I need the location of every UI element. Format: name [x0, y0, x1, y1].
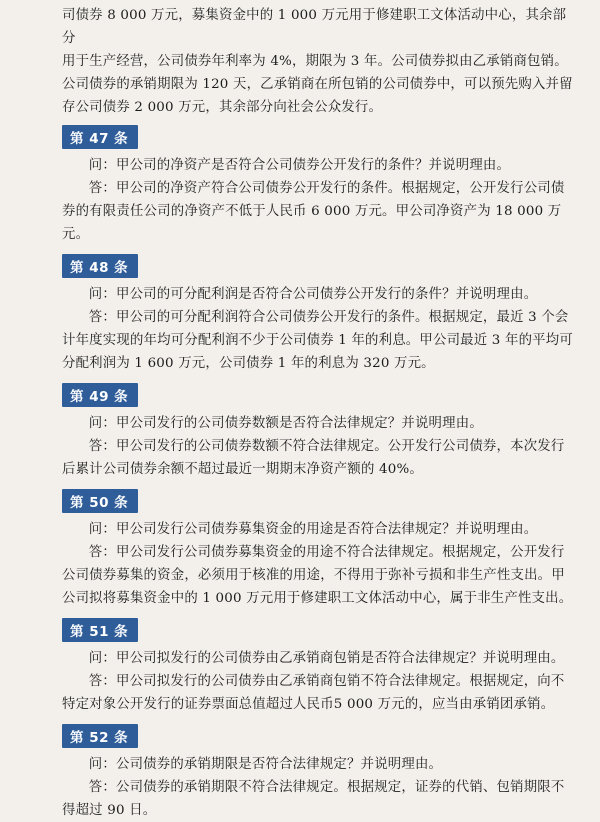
- answer-text: 答：甲公司的可分配利润符合公司债券公开发行的条件。根据规定，最近 3 个会计年度实现的年均可分配利润不少于公司债券 1 年的利息。甲公司最近 3 年的平均可分配利润为 1 600 万元，公司债券 1 年的利息为 320 万元。: [62, 310, 573, 371]
- question-text: 问：甲公司的净资产是否符合公司债券公开发行的条件？并说明理由。: [88, 158, 511, 173]
- section-47: [62, 119, 574, 246]
- intro-line: 司债券 8 000 万元，募集资金中的 1 000 万元用于修建职工文体活动中心，其余部分: [62, 8, 567, 46]
- section-49: [62, 377, 574, 481]
- question-text: 问：公司债券的承销期限是否符合法律规定？并说明理由。: [88, 757, 443, 772]
- section-52: [62, 718, 574, 822]
- section-48: [62, 248, 574, 375]
- question-text: 问：甲公司发行公司债券募集资金的用途是否符合法律规定？并说明理由。: [88, 522, 538, 537]
- question-text: 问：甲公司拟发行的公司债券由乙承销商包销是否符合法律规定？并说明理由。: [88, 651, 565, 666]
- article-tag: 第 51 条: [62, 618, 138, 642]
- question-text: 问：甲公司的可分配利润是否符合公司债券公开发行的条件？并说明理由。: [88, 287, 538, 302]
- article-tag: 第 47 条: [62, 125, 138, 149]
- question-text: 问：甲公司发行的公司债券数额是否符合法律规定？并说明理由。: [88, 416, 483, 431]
- article-tag: 第 52 条: [62, 724, 138, 748]
- intro-paragraph: [62, 4, 574, 119]
- section-50: [62, 483, 574, 610]
- answer-text: 答：甲公司的净资产符合公司债券公开发行的条件。根据规定，公开发行公司债券的有限责任公司的净资产不低于人民币 6 000 万元。甲公司净资产为 18 000 万元。: [62, 181, 565, 242]
- intro-line: 用于生产经营，公司债券年利率为 4%，期限为 3 年。公司债券拟由乙承销商包销。: [62, 54, 568, 69]
- answer-text: 答：甲公司发行的公司债券数额不符合法律规定。公开发行公司债券，本次发行后累计公司债券余额不超过最近一期期末净资产额的 40%。: [62, 439, 565, 477]
- article-tag: 第 48 条: [62, 254, 138, 278]
- answer-text: 答：公司债券的承销期限不符合法律规定。根据规定，证券的代销、包销期限不得超过 90 日。: [62, 780, 565, 818]
- article-tag: 第 49 条: [62, 383, 138, 407]
- section-51: [62, 612, 574, 716]
- answer-text: 答：甲公司拟发行的公司债券由乙承销商包销不符合法律规定。根据规定，向不特定对象公开发行的证券票面总值超过人民币5 000 万元的，应当由承销团承销。: [62, 674, 565, 712]
- answer-text: 答：甲公司发行公司债券募集资金的用途不符合法律规定。根据规定，公开发行公司债券募集的资金，必须用于核准的用途，不得用于弥补亏损和非生产性支出。甲公司拟将募集资金中的 1 000 万元用于修建职工文体活动中心，属于非生产性支出。: [62, 545, 573, 606]
- intro-line: 公司债券的承销期限为 120 天，乙承销商在所包销的公司债券中，可以预先购入并留: [62, 77, 573, 92]
- intro-line: 存公司债券 2 000 万元，其余部分向社会公众发行。: [62, 100, 383, 115]
- article-tag: 第 50 条: [62, 489, 138, 513]
